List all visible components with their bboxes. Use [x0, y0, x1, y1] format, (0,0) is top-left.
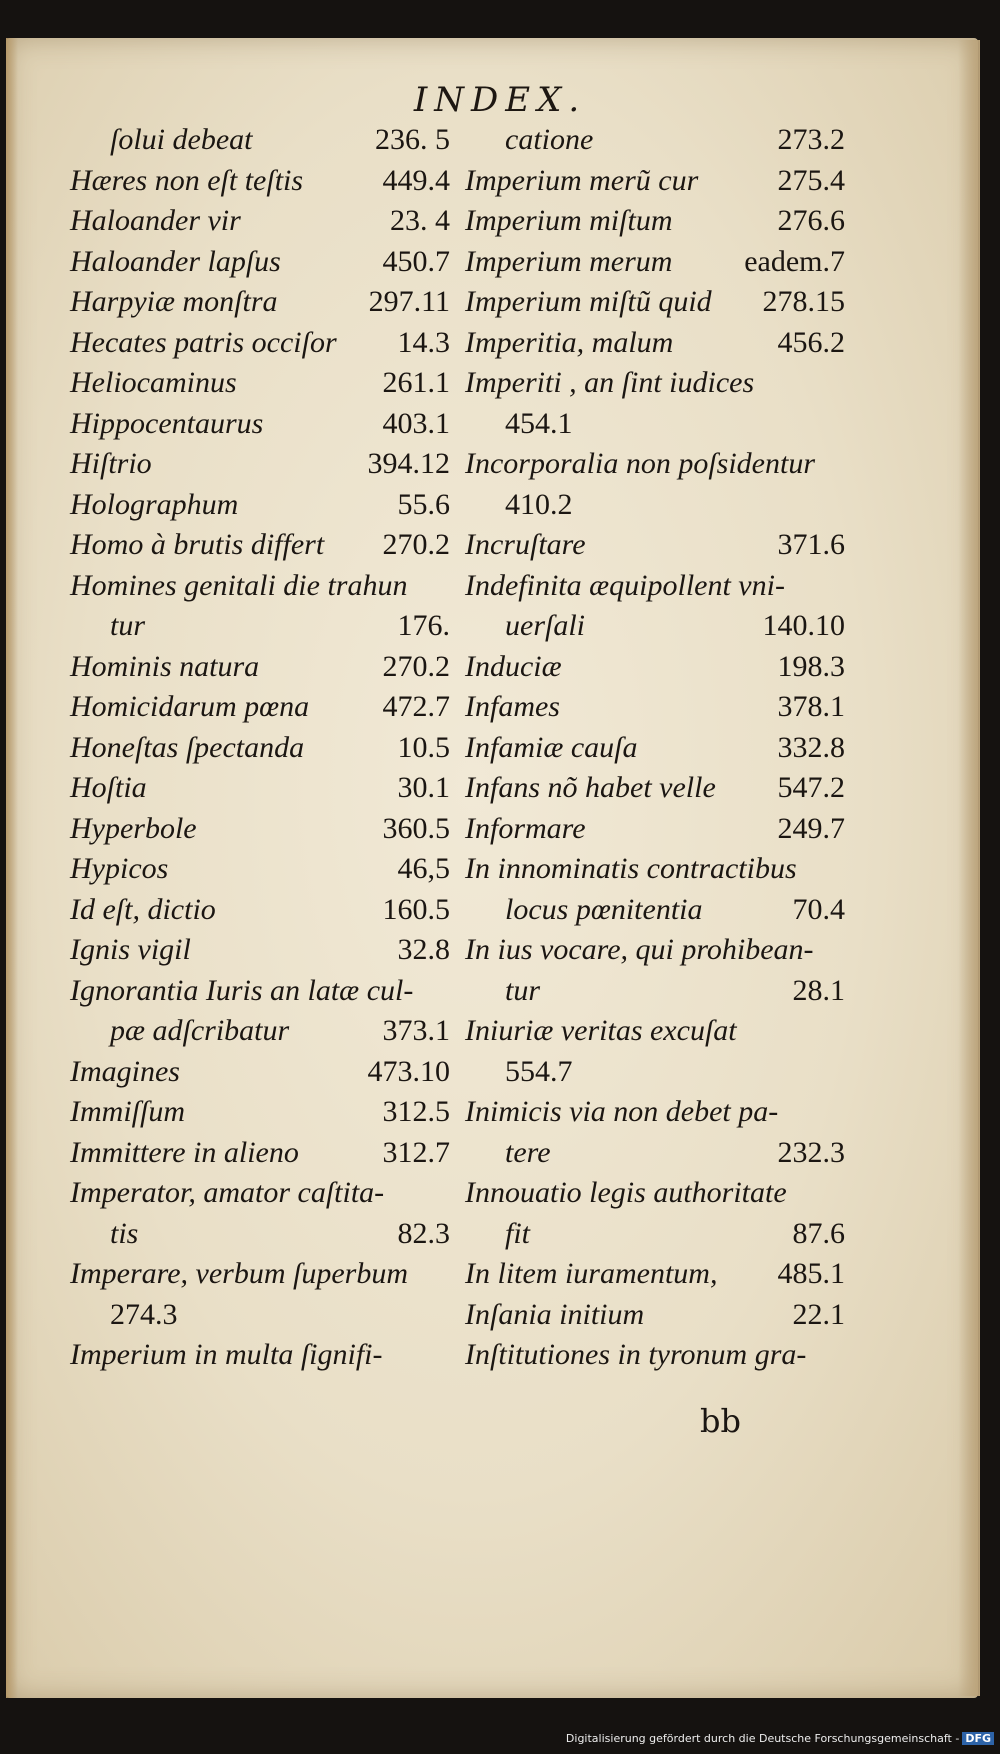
index-reference: 232.3 — [777, 1135, 845, 1169]
index-entry — [465, 444, 845, 485]
index-reference: 485.1 — [777, 1257, 845, 1290]
index-term: fit — [505, 1216, 531, 1250]
index-entry — [465, 930, 845, 971]
index-entry — [70, 404, 450, 445]
index-term: Homo à brutis differt — [70, 528, 325, 561]
index-term: Homines genitali die trahun — [70, 568, 408, 602]
index-term: Imperitia, malum — [465, 325, 674, 359]
index-entry — [70, 768, 450, 809]
index-term: Hecates patris occiſor — [70, 325, 337, 359]
index-reference: 32.8 — [397, 933, 450, 966]
index-entry — [70, 485, 450, 526]
index-entry — [70, 1092, 450, 1133]
index-entry — [465, 1214, 845, 1255]
index-entry — [465, 728, 845, 769]
digitization-credit — [566, 1732, 994, 1745]
index-reference: 312.7 — [382, 1135, 450, 1169]
index-reference: 297.11 — [368, 285, 450, 318]
index-reference: 403.1 — [382, 406, 450, 440]
index-term: Immiſſum — [70, 1095, 185, 1128]
index-reference: 373.1 — [382, 1014, 450, 1047]
index-entry — [465, 768, 845, 809]
index-term: Homicidarum pœna — [70, 690, 310, 723]
index-term: pæ adſcribatur — [110, 1014, 290, 1047]
index-entry — [465, 1092, 845, 1133]
index-entry — [465, 647, 845, 688]
index-term: Hypicos — [70, 852, 169, 885]
index-reference: 273.2 — [777, 123, 845, 156]
index-entry — [70, 1254, 450, 1295]
index-term: Haloander vir — [70, 204, 241, 237]
page-left-edge — [6, 38, 18, 1698]
index-entry — [70, 849, 450, 890]
index-entry — [465, 242, 845, 283]
index-column-right — [465, 120, 845, 1376]
index-reference: 394.12 — [367, 447, 450, 480]
index-term: Immittere in alieno — [70, 1135, 299, 1169]
index-term: Hyperbole — [70, 811, 197, 845]
index-entry — [70, 323, 450, 364]
index-reference: 30.1 — [397, 771, 450, 804]
index-term: Ignorantia Iuris an latæ cul- — [70, 973, 414, 1007]
index-term: Infamiæ cauſa — [465, 730, 638, 764]
index-term: Informare — [465, 811, 586, 845]
index-reference: 270.2 — [382, 649, 450, 683]
index-term: Harpyiæ monſtra — [70, 285, 278, 318]
index-term: Iniuriæ veritas excuſat — [465, 1014, 737, 1047]
index-entry — [465, 363, 845, 404]
index-reference: 55.6 — [397, 487, 450, 521]
index-term: In innominatis contractibus — [465, 852, 797, 885]
index-entry — [465, 404, 845, 445]
dfg-logo: DFG — [962, 1732, 994, 1745]
index-reference: 14.3 — [397, 325, 450, 359]
index-term: ſolui debeat — [110, 123, 253, 156]
index-entry — [465, 687, 845, 728]
index-entry — [70, 647, 450, 688]
index-entry — [465, 120, 845, 161]
index-reference: 371.6 — [777, 528, 845, 561]
index-term: Imagines — [70, 1054, 180, 1088]
index-term: In litem iuramentum, — [465, 1257, 718, 1290]
index-term: Hiſtrio — [70, 447, 152, 480]
index-term: Imperiti , an ſint iudices — [465, 366, 755, 399]
index-reference: 22.1 — [792, 1297, 845, 1331]
index-entry — [70, 1214, 450, 1255]
index-reference: eadem.7 — [744, 244, 845, 278]
index-reference: 28.1 — [792, 973, 845, 1007]
index-entry — [70, 606, 450, 647]
index-term: locus pœnitentia — [505, 892, 703, 926]
index-term: Incruſtare — [465, 528, 586, 561]
index-term: Imperium merũ cur — [465, 163, 699, 197]
index-entry — [70, 444, 450, 485]
index-term: Imperator, amator caſtita- — [70, 1176, 385, 1209]
signature-mark: bb — [700, 1402, 741, 1440]
index-entry — [70, 971, 450, 1012]
index-term: Inſania initium — [465, 1297, 645, 1331]
index-entry — [465, 161, 845, 202]
index-term: Honeſtas ſpectanda — [70, 730, 305, 764]
index-term: In ius vocare, qui prohibean- — [465, 933, 814, 966]
index-term: Imperium miſtum — [465, 204, 673, 237]
index-entry — [465, 1133, 845, 1174]
index-entry — [465, 1254, 845, 1295]
index-reference: 140.10 — [762, 609, 845, 642]
index-reference: 378.1 — [777, 690, 845, 723]
index-reference: 10.5 — [397, 730, 450, 764]
index-entry — [465, 809, 845, 850]
index-reference: 236. 5 — [375, 123, 450, 156]
index-entry — [465, 971, 845, 1012]
index-entry — [70, 809, 450, 850]
credit-text: Digitalisierung gefördert durch die Deutsche Forschungsgemeinschaft - — [565, 1732, 960, 1745]
index-term: Indefinita æquipollent vni- — [465, 568, 785, 602]
index-reference: 261.1 — [382, 366, 450, 399]
index-reference: 312.5 — [382, 1095, 450, 1128]
index-entry — [70, 687, 450, 728]
index-term: Holographum — [70, 487, 239, 521]
index-entry — [465, 525, 845, 566]
index-reference: 276.6 — [777, 204, 845, 237]
index-entry — [465, 282, 845, 323]
index-term: Heliocaminus — [70, 366, 237, 399]
index-term: Hominis natura — [70, 649, 260, 683]
index-entry — [70, 120, 450, 161]
index-term: Hæres non eſt teſtis — [70, 163, 304, 197]
index-reference: 332.8 — [777, 730, 845, 764]
index-term: Innouatio legis authoritate — [465, 1176, 787, 1209]
index-entry — [465, 890, 845, 931]
index-entry — [465, 849, 845, 890]
index-reference: 554.7 — [505, 1054, 573, 1088]
index-reference: 176. — [397, 609, 450, 642]
index-entry — [70, 363, 450, 404]
index-term: Imperium in multa ſignifi- — [70, 1338, 383, 1371]
index-reference: 278.15 — [762, 285, 845, 318]
index-reference: 410.2 — [505, 487, 573, 521]
index-entry — [70, 1295, 450, 1336]
index-reference: 450.7 — [382, 244, 450, 278]
index-entry — [465, 1335, 845, 1376]
index-term: catione — [505, 123, 594, 156]
index-term: Imperare, verbum ſuperbum — [70, 1257, 408, 1290]
index-reference: 249.7 — [777, 811, 845, 845]
index-term: Imperium miſtũ quid — [465, 285, 712, 318]
index-entry — [70, 1335, 450, 1376]
index-entry — [70, 161, 450, 202]
index-entry — [465, 1173, 845, 1214]
index-term: Haloander lapſus — [70, 244, 281, 278]
index-term: Incorporalia non poſsidentur — [465, 447, 815, 480]
index-entry — [70, 282, 450, 323]
index-entry — [70, 242, 450, 283]
index-reference: 449.4 — [382, 163, 450, 197]
index-entry — [70, 201, 450, 242]
index-entry — [465, 1295, 845, 1336]
index-reference: 87.6 — [792, 1216, 845, 1250]
index-entry — [465, 1052, 845, 1093]
index-term: tur — [505, 973, 541, 1007]
index-entry — [465, 566, 845, 607]
index-term: tere — [505, 1135, 551, 1169]
index-term: Ignis vigil — [70, 933, 191, 966]
index-reference: 82.3 — [397, 1216, 450, 1250]
index-reference: 46,5 — [397, 852, 450, 885]
index-entry — [70, 1173, 450, 1214]
page-header: INDEX. — [413, 80, 587, 120]
index-column-left — [70, 120, 450, 1376]
index-entry — [70, 930, 450, 971]
index-term: tur — [110, 609, 146, 642]
index-entry — [465, 606, 845, 647]
index-term: Infames — [465, 690, 560, 723]
index-term: Hippocentaurus — [70, 406, 264, 440]
index-term: Inimicis via non debet pa- — [465, 1095, 779, 1128]
index-entry — [465, 1011, 845, 1052]
page-right-edge — [958, 40, 980, 1696]
index-entry — [70, 1052, 450, 1093]
index-reference: 547.2 — [777, 771, 845, 804]
index-term: Id eſt, dictio — [70, 892, 216, 926]
index-entry — [70, 728, 450, 769]
index-entry — [70, 566, 450, 607]
index-reference: 456.2 — [777, 325, 845, 359]
index-entry — [70, 1011, 450, 1052]
index-reference: 160.5 — [382, 892, 450, 926]
index-reference: 275.4 — [777, 163, 845, 197]
index-reference: 274.3 — [110, 1297, 178, 1331]
index-term: Induciæ — [465, 649, 562, 683]
index-reference: 198.3 — [777, 649, 845, 683]
index-term: Inſtitutiones in tyronum gra- — [465, 1338, 807, 1371]
index-term: Imperium merum — [465, 244, 673, 278]
index-reference: 473.10 — [367, 1054, 450, 1088]
index-entry — [465, 201, 845, 242]
index-entry — [465, 485, 845, 526]
index-reference: 454.1 — [505, 406, 573, 440]
index-reference: 270.2 — [382, 528, 450, 561]
index-entry — [70, 890, 450, 931]
index-term: Infans nõ habet velle — [465, 771, 716, 804]
index-reference: 472.7 — [382, 690, 450, 723]
index-term: uerſali — [505, 609, 585, 642]
index-reference: 360.5 — [382, 811, 450, 845]
index-term: Hoſtia — [70, 771, 147, 804]
index-entry — [70, 1133, 450, 1174]
index-term: tis — [110, 1216, 139, 1250]
index-reference: 23. 4 — [390, 204, 450, 237]
index-entry — [465, 323, 845, 364]
index-reference: 70.4 — [792, 892, 845, 926]
index-entry — [70, 525, 450, 566]
